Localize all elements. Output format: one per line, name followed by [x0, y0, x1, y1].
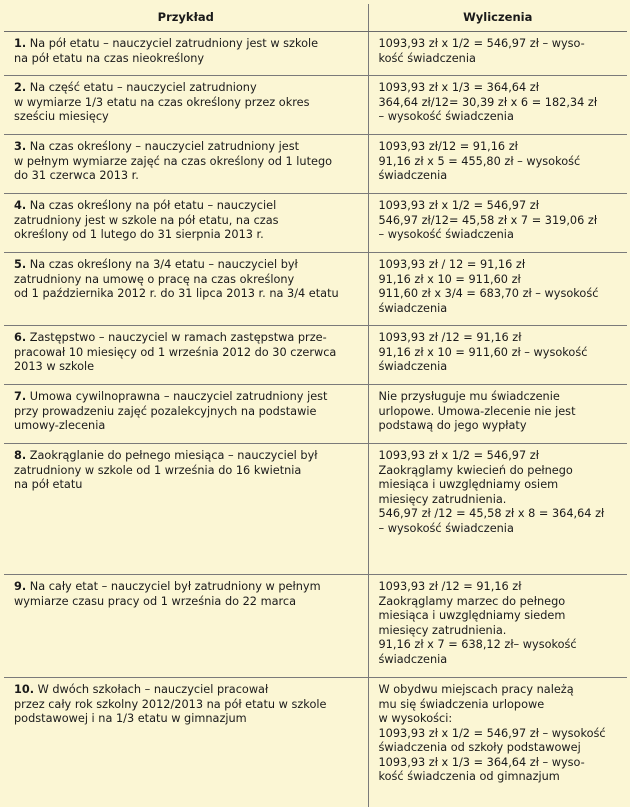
example-cell: [4, 253, 368, 326]
table-row: [4, 32, 627, 76]
calculation-line: 364,64 zł/12= 30,39 zł x 6 = 182,34 zł: [378, 95, 598, 109]
example-text: W dwóch szkołach – nauczyciel pracował: [37, 683, 269, 696]
example-line: [14, 595, 360, 610]
example-line: [14, 331, 360, 346]
example-number: 8.: [14, 449, 27, 462]
example-text: przy prowadzeniu zajęć pozalekcyjnych na podstawie: [14, 404, 317, 418]
calculation-line: Zaokrąglamy marzec do pełnego: [378, 594, 566, 608]
example-text: zatrudniony jest w szkole na pół etatu, na czas: [14, 213, 279, 227]
calculation-line: 1093,93 zł / 12 = 91,16 zł: [378, 258, 526, 271]
table-row: [4, 76, 627, 135]
table-row: [4, 444, 627, 575]
example-cell: [4, 678, 368, 807]
calculation-cell: [368, 135, 627, 194]
example-line: [14, 199, 360, 214]
table-row: [4, 326, 627, 385]
calculation-line: podstawą do jego wypłaty: [378, 419, 527, 432]
example-number: 6.: [14, 331, 27, 344]
table-row: [4, 575, 627, 678]
example-line: [14, 478, 360, 493]
example-line: [14, 96, 360, 111]
table-header-row: [4, 4, 627, 32]
example-line: [14, 405, 360, 420]
example-line: [14, 698, 360, 713]
example-line: [14, 258, 360, 273]
example-text: zatrudniony w szkole od 1 września do 16 kwietnia: [14, 463, 302, 477]
calculation-line: 1093,93 zł x 1/2 = 546,97 zł – wyso-: [378, 37, 585, 50]
example-text: Zastępstwo – nauczyciel w ramach zastępstwa prze-: [29, 331, 327, 344]
example-cell: [4, 194, 368, 253]
calculation-line: W obydwu miejscach pracy należą: [378, 683, 574, 696]
example-text: wymiarze czasu pracy od 1 września do 22 marca: [14, 594, 297, 608]
calculation-line: 911,60 zł x 3/4 = 683,70 zł – wysokość: [378, 287, 599, 300]
example-cell: [4, 575, 368, 678]
example-text: w wymiarze 1/3 etatu na czas określony przez okres: [14, 95, 310, 109]
calculation-cell: [368, 678, 627, 807]
calculation-cell: [368, 32, 627, 76]
table-row: [4, 385, 627, 444]
example-line: [14, 360, 360, 375]
calculation-line: 546,97 zł /12 = 45,58 zł x 8 = 364,64 zł: [378, 507, 605, 520]
calculation-line: 1093,93 zł /12 = 91,16 zł: [378, 580, 522, 593]
calculation-line: w wysokości:: [378, 712, 453, 725]
example-text: na pół etatu: [14, 478, 83, 491]
example-line: [14, 683, 360, 698]
calculation-line: 1093,93 zł x 1/2 = 546,97 zł: [378, 449, 539, 462]
example-text: od 1 października 2012 r. do 31 lipca 2013 r. na 3/4 etatu: [14, 287, 339, 300]
example-cell: [4, 385, 368, 444]
example-text: Zaokrąglanie do pełnego miesiąca – nauczyciel był: [29, 449, 318, 462]
example-line: [14, 346, 360, 361]
benefit-calculation-table: [4, 4, 627, 807]
example-number: 1.: [14, 37, 27, 50]
calculation-line: 1093,93 zł/12 = 91,16 zł: [378, 140, 518, 153]
example-line: [14, 228, 360, 243]
header-example: Przykład: [4, 4, 368, 32]
example-line: [14, 390, 360, 405]
calculation-line: miesiąca i uwzględniamy siedem: [378, 609, 566, 622]
calculation-cell: [368, 194, 627, 253]
calculation-line: Nie przysługuje mu świadczenie: [378, 390, 560, 403]
calculation-line: 1093,93 zł /12 = 91,16 zł: [378, 331, 522, 344]
example-line: [14, 273, 360, 288]
example-line: [14, 419, 360, 434]
calculation-line: mu się świadczenia urlopowe: [378, 697, 545, 711]
example-text: na pół etatu na czas nieokreślony: [14, 51, 205, 65]
example-text: podstawowej i na 1/3 etatu w gimnazjum: [14, 712, 247, 725]
example-line: [14, 449, 360, 464]
example-text: pracował 10 miesięcy od 1 września 2012 do 30 czerwca: [14, 345, 337, 359]
example-text: Na czas określony – nauczyciel zatrudniony jest: [29, 140, 300, 153]
calculation-line: 91,16 zł x 5 = 455,80 zł – wysokość: [378, 154, 581, 168]
calculation-line: świadczenia: [378, 169, 448, 182]
calculation-cell: [368, 253, 627, 326]
calculation-line: miesięcy zatrudnienia.: [378, 623, 507, 637]
example-line: [14, 140, 360, 155]
calculation-line: – wysokość świadczenia: [378, 110, 514, 123]
example-text: przez cały rok szkolny 2012/2013 na pół etatu w szkole: [14, 697, 327, 711]
example-number: 2.: [14, 81, 27, 94]
example-text: w pełnym wymiarze zajęć na czas określony od 1 lutego: [14, 154, 333, 168]
example-text: do 31 czerwca 2013 r.: [14, 169, 139, 182]
example-text: sześciu miesięcy: [14, 110, 109, 123]
example-line: [14, 81, 360, 96]
example-text: Umowa cywilnoprawna – nauczyciel zatrudniony jest: [29, 390, 328, 403]
example-text: określony od 1 lutego do 31 sierpnia 2013 r.: [14, 228, 264, 241]
example-text: Na cały etat – nauczyciel był zatrudniony w pełnym: [29, 580, 321, 593]
calculation-line: 91,16 zł x 7 = 638,12 zł– wysokość: [378, 638, 577, 651]
example-line: [14, 37, 360, 52]
calculation-line: – wysokość świadczenia: [378, 521, 514, 535]
calculation-line: kość świadczenia od gimnazjum: [378, 770, 560, 783]
example-cell: [4, 135, 368, 194]
calculation-line: świadczenia: [378, 301, 448, 315]
example-text: Na czas określony na pół etatu – nauczyciel: [29, 199, 277, 212]
calculation-line: miesięcy zatrudnienia.: [378, 492, 507, 506]
calculation-line: 1093,93 zł x 1/3 = 364,64 zł – wyso-: [378, 755, 585, 769]
example-number: 4.: [14, 199, 27, 212]
example-line: [14, 52, 360, 67]
example-number: 9.: [14, 580, 27, 593]
example-cell: [4, 444, 368, 575]
calculation-line: 1093,93 zł x 1/3 = 364,64 zł: [378, 81, 539, 94]
calculation-cell: [368, 385, 627, 444]
table-row: [4, 135, 627, 194]
example-text: Na czas określony na 3/4 etatu – nauczyciel był: [29, 258, 298, 271]
header-calculation: Wyliczenia: [368, 4, 627, 32]
calculation-line: 1093,93 zł x 1/2 = 546,97 zł: [378, 199, 539, 212]
calculation-cell: [368, 326, 627, 385]
example-line: [14, 155, 360, 170]
example-line: [14, 287, 360, 302]
example-number: 7.: [14, 390, 27, 403]
example-text: zatrudniony na umowę o pracę na czas określony: [14, 272, 295, 286]
calculation-line: 1093,93 zł x 1/2 = 546,97 zł – wysokość: [378, 726, 606, 740]
calculation-line: Zaokrąglamy kwiecień do pełnego: [378, 463, 573, 477]
table-body: [4, 32, 627, 807]
calculation-cell: [368, 444, 627, 575]
example-cell: [4, 326, 368, 385]
calculation-line: 91,16 zł x 10 = 911,60 zł – wysokość: [378, 345, 588, 359]
calculation-line: świadczenia: [378, 652, 448, 666]
example-line: [14, 712, 360, 727]
example-line: [14, 580, 360, 595]
calculation-line: kość świadczenia: [378, 51, 476, 65]
example-cell: [4, 32, 368, 76]
example-text: Na część etatu – nauczyciel zatrudniony: [29, 81, 257, 94]
table-row: [4, 253, 627, 326]
table-row: [4, 194, 627, 253]
example-line: [14, 214, 360, 229]
calculation-line: 546,97 zł/12= 45,58 zł x 7 = 319,06 zł: [378, 213, 598, 227]
example-text: 2013 w szkole: [14, 360, 95, 373]
calculation-cell: [368, 575, 627, 678]
calculation-line: świadczenia: [378, 360, 448, 373]
example-number: 3.: [14, 140, 27, 153]
calculation-cell: [368, 76, 627, 135]
example-line: [14, 169, 360, 184]
example-line: [14, 110, 360, 125]
example-number: 10.: [14, 683, 35, 696]
calculation-line: świadczenia od szkoły podstawowej: [378, 741, 581, 754]
example-text: Na pół etatu – nauczyciel zatrudniony jest w szkole: [29, 37, 319, 50]
example-cell: [4, 76, 368, 135]
example-line: [14, 464, 360, 479]
calculation-line: miesiąca i uwzględniamy osiem: [378, 478, 559, 491]
calculation-line: 91,16 zł x 10 = 911,60 zł: [378, 272, 521, 286]
example-number: 5.: [14, 258, 27, 271]
table-row: [4, 678, 627, 807]
example-text: umowy-zlecenia: [14, 419, 106, 432]
calculation-line: urlopowe. Umowa-zlecenie nie jest: [378, 404, 576, 418]
calculation-line: – wysokość świadczenia: [378, 228, 514, 241]
